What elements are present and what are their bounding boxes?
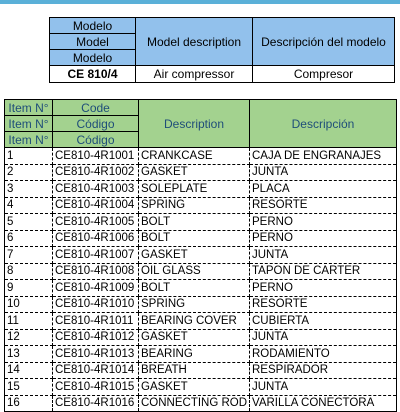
item-number: 8	[5, 263, 53, 280]
item-number: 4	[5, 197, 53, 214]
table-row	[5, 296, 397, 313]
description-es: PERNO	[250, 214, 397, 231]
part-code: CE810-4R1007	[53, 247, 139, 264]
table-row	[5, 214, 397, 231]
table-row	[5, 230, 397, 247]
description-en: SPRING	[139, 296, 250, 313]
description-es: JUNTA	[250, 329, 397, 346]
part-code: CE810-4R1004	[53, 197, 139, 214]
model-description-en: Air compressor	[136, 66, 253, 83]
item-number: 2	[5, 164, 53, 181]
top-accent-rule	[0, 0, 400, 4]
table-row	[5, 148, 397, 165]
item-number: 1	[5, 148, 53, 165]
table-row	[5, 313, 397, 330]
model-description-es: Compresor	[253, 66, 395, 83]
part-code: CE810-4R1005	[53, 214, 139, 231]
item-number: 3	[5, 181, 53, 198]
item-number: 14	[5, 362, 53, 379]
table-row	[5, 263, 397, 280]
description-es: JUNTA	[250, 247, 397, 264]
model-header-3: Modelo	[50, 50, 136, 66]
part-code: CE810-4R1015	[53, 379, 139, 396]
code-header-3: Código	[53, 132, 139, 148]
item-number: 16	[5, 395, 53, 412]
table-row	[5, 346, 397, 363]
item-header-2: Item N°	[5, 116, 53, 132]
description-en: GASKET	[139, 329, 250, 346]
description-en: CRANKCASE	[139, 148, 250, 165]
description-en: GASKET	[139, 247, 250, 264]
parts-table	[4, 99, 397, 412]
item-number: 6	[5, 230, 53, 247]
part-code: CE810-4R1013	[53, 346, 139, 363]
item-number: 10	[5, 296, 53, 313]
part-code: CE810-4R1002	[53, 164, 139, 181]
table-row	[5, 280, 397, 297]
table-row	[5, 329, 397, 346]
item-number: 11	[5, 313, 53, 330]
item-number: 7	[5, 247, 53, 264]
description-en: BEARING COVER	[139, 313, 250, 330]
parts-table-body	[5, 148, 397, 412]
table-row	[5, 164, 397, 181]
model-table	[49, 17, 395, 83]
description-es: JUNTA	[250, 379, 397, 396]
table-row	[5, 197, 397, 214]
part-code: CE810-4R1009	[53, 280, 139, 297]
table-row	[5, 247, 397, 264]
description-en: BEARING	[139, 346, 250, 363]
item-header-1: Item N°	[5, 100, 53, 116]
code-header-1: Code	[53, 100, 139, 116]
description-es: RESPIRADOR	[250, 362, 397, 379]
description-es: CUBIERTA	[250, 313, 397, 330]
description-en: SOLEPLATE	[139, 181, 250, 198]
table-row	[5, 362, 397, 379]
description-en-header: Description	[139, 100, 250, 148]
description-en: SPRING	[139, 197, 250, 214]
part-code: CE810-4R1001	[53, 148, 139, 165]
part-code: CE810-4R1012	[53, 329, 139, 346]
part-code: CE810-4R1008	[53, 263, 139, 280]
model-description-es-header: Descripción del modelo	[253, 18, 395, 66]
description-es: JUNTA	[250, 164, 397, 181]
part-code: CE810-4R1006	[53, 230, 139, 247]
description-es: PERNO	[250, 280, 397, 297]
description-en: BOLT	[139, 214, 250, 231]
part-code: CE810-4R1003	[53, 181, 139, 198]
description-es: PERNO	[250, 230, 397, 247]
description-es: TAPON DE CARTER	[250, 263, 397, 280]
model-description-en-header: Model description	[136, 18, 253, 66]
description-es: CAJA DE ENGRANAJES	[250, 148, 397, 165]
description-en: CONNECTING ROD	[139, 395, 250, 412]
description-es-header: Descripción	[250, 100, 397, 148]
description-en: BOLT	[139, 280, 250, 297]
item-number: 9	[5, 280, 53, 297]
description-en: BOLT	[139, 230, 250, 247]
item-number: 15	[5, 379, 53, 396]
part-code: CE810-4R1016	[53, 395, 139, 412]
description-es: PLACA	[250, 181, 397, 198]
item-number: 13	[5, 346, 53, 363]
part-code: CE810-4R1010	[53, 296, 139, 313]
item-number: 12	[5, 329, 53, 346]
model-header-2: Model	[50, 34, 136, 50]
description-es: VARILLA CONECTORA	[250, 395, 397, 412]
model-value: CE 810/4	[50, 66, 136, 83]
table-row	[5, 181, 397, 198]
description-es: RESORTE	[250, 296, 397, 313]
part-code: CE810-4R1011	[53, 313, 139, 330]
description-en: GASKET	[139, 379, 250, 396]
description-es: RODAMIENTO	[250, 346, 397, 363]
description-es: RESORTE	[250, 197, 397, 214]
item-number: 5	[5, 214, 53, 231]
code-header-2: Código	[53, 116, 139, 132]
item-header-3: Item N°	[5, 132, 53, 148]
model-header-1: Modelo	[50, 18, 136, 34]
description-en: BREATH	[139, 362, 250, 379]
table-row	[5, 379, 397, 396]
part-code: CE810-4R1014	[53, 362, 139, 379]
table-row	[5, 395, 397, 412]
description-en: OIL GLASS	[139, 263, 250, 280]
description-en: GASKET	[139, 164, 250, 181]
